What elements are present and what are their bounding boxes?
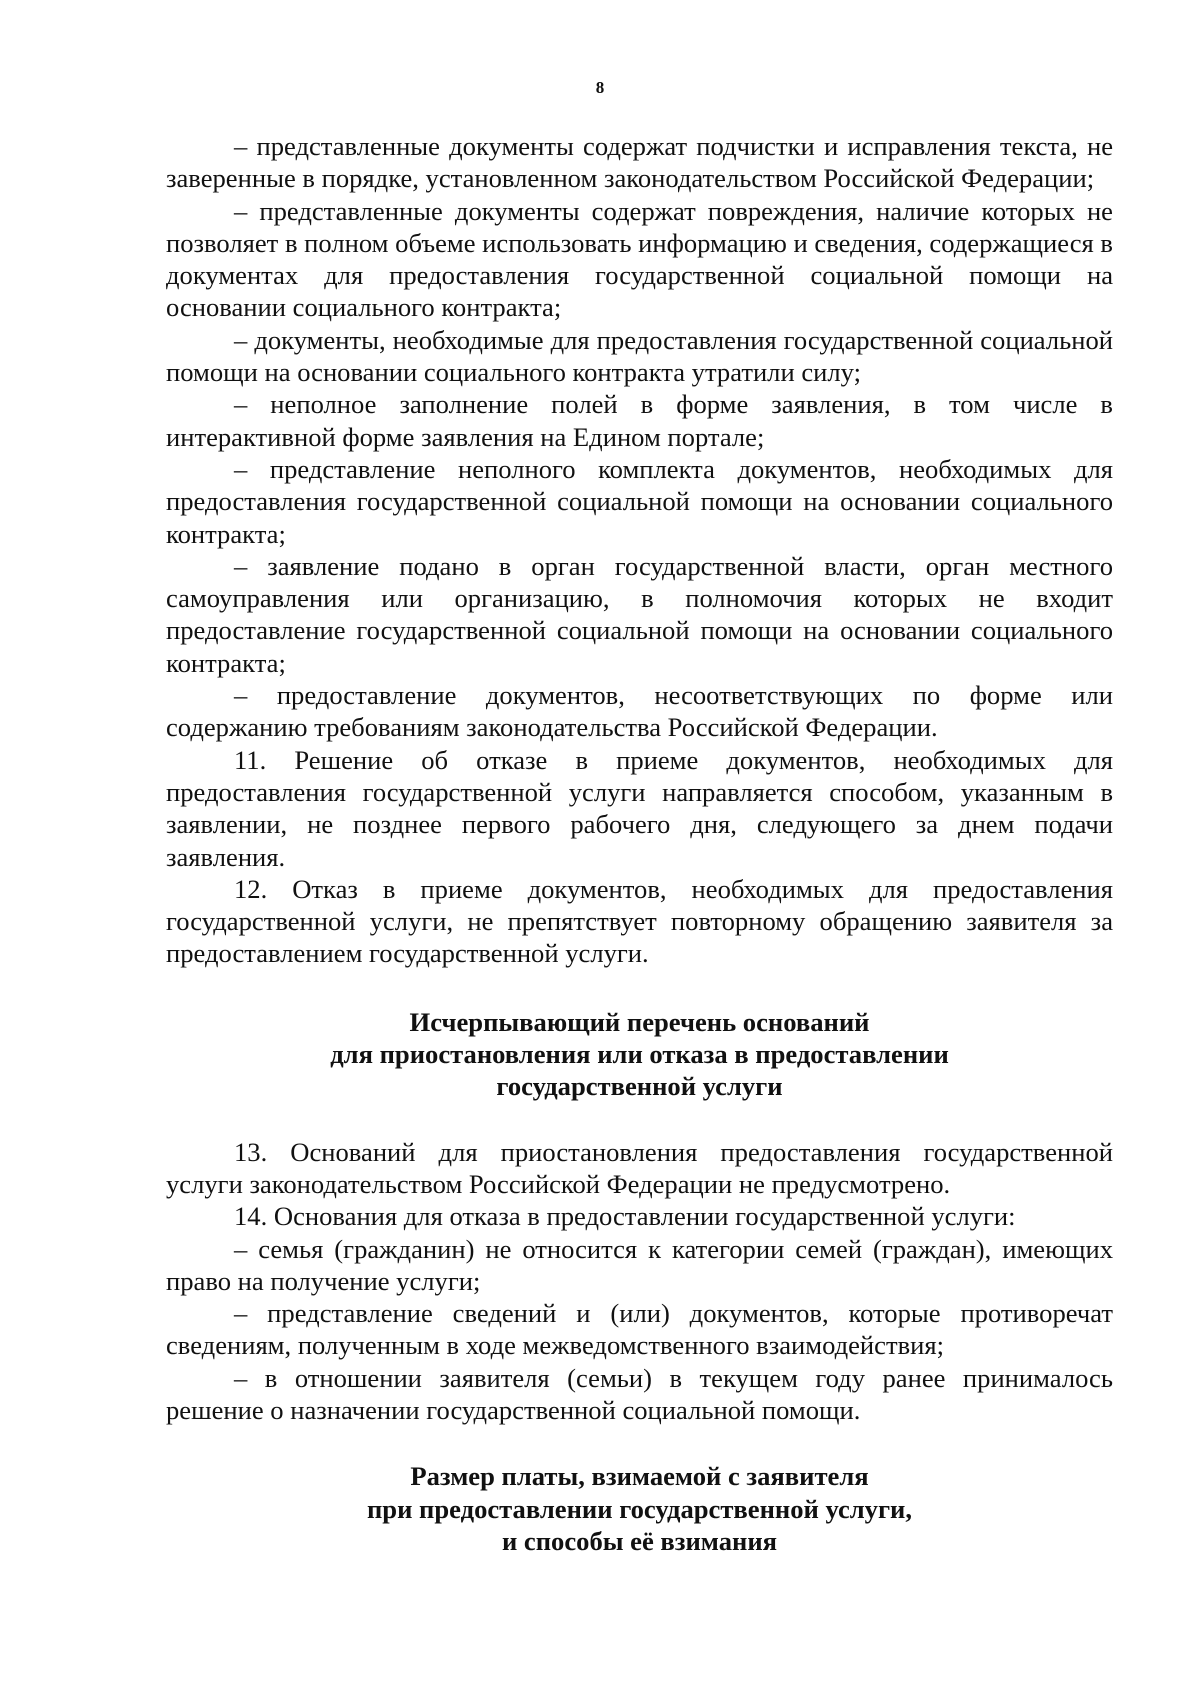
section-heading [166,1006,1113,1103]
paragraph: – неполное заполнение полей в форме заявления, в том числе в интерактивной форме заявления на Едином портале; [166,389,1113,452]
section-heading [166,1460,1113,1557]
paragraph: 11. Решение об отказе в приеме документов, необходимых для предоставления государственной услуги направляется способом, указанным в заявлении, не позднее первого рабочего дня, следующего за днем подачи заявления. [166,744,1113,872]
paragraph: 13. Оснований для приостановления предоставления государственной услуги законодательством Российской Федерации не предусмотрено. [166,1136,1113,1199]
section-heading-line: Размер платы, взимаемой с заявителя [410,1461,869,1492]
section-heading-line: для приостановления или отказа в предоставлении [330,1039,949,1070]
document-body [166,130,1113,1557]
paragraph: – представление сведений и (или) документов, которые противоречат сведениям, полученным в ходе межведомственного взаимодействия; [166,1298,1113,1361]
paragraph: – представленные документы содержат повреждения, наличие которых не позволяет в полном объеме использовать информацию и сведения, содержащиеся в документах для предоставления государственной социальной помощи на основании социального контракта; [166,195,1113,323]
section-heading-line: Исчерпывающий перечень оснований [409,1006,870,1037]
paragraph: – представленные документы содержат подчистки и исправления текста, не заверенные в порядке, установленном законодательством Российской Федерации; [166,131,1113,194]
paragraph: 14. Основания для отказа в предоставлении государственной услуги: [234,1201,1016,1232]
paragraph: – представление неполного комплекта документов, необходимых для предоставления государственной социальной помощи на основании социального контракта; [166,453,1113,549]
paragraph: – семья (гражданин) не относится к категории семей (граждан), имеющих право на получение услуги; [166,1233,1113,1296]
section-heading-line: при предоставлении государственной услуги, [366,1493,913,1524]
paragraph: 12. Отказ в приеме документов, необходимых для предоставления государственной услуги, не препятствует повторному обращению заявителя за предоставлением государственной услуги. [166,873,1113,969]
paragraph: – документы, необходимые для предоставления государственной социальной помощи на основании социального контракта утратили силу; [166,324,1113,388]
section-heading-line: государственной услуги [496,1071,783,1102]
paragraph: – предоставление документов, несоответствующих по форме или содержанию требованиям законодательства Российской Федерации. [166,680,1113,743]
paragraph: – в отношении заявителя (семьи) в текущем году ранее принималось решение о назначении государственной социальной помощи. [166,1362,1113,1425]
page-number: 8 [595,78,605,97]
paragraph: – заявление подано в орган государственной власти, орган местного самоуправления или организацию, в полномочия которых не входит предоставление государственной социальной помощи на основании социального контракта; [166,550,1113,678]
section-heading-line: и способы её взимания [501,1525,778,1556]
